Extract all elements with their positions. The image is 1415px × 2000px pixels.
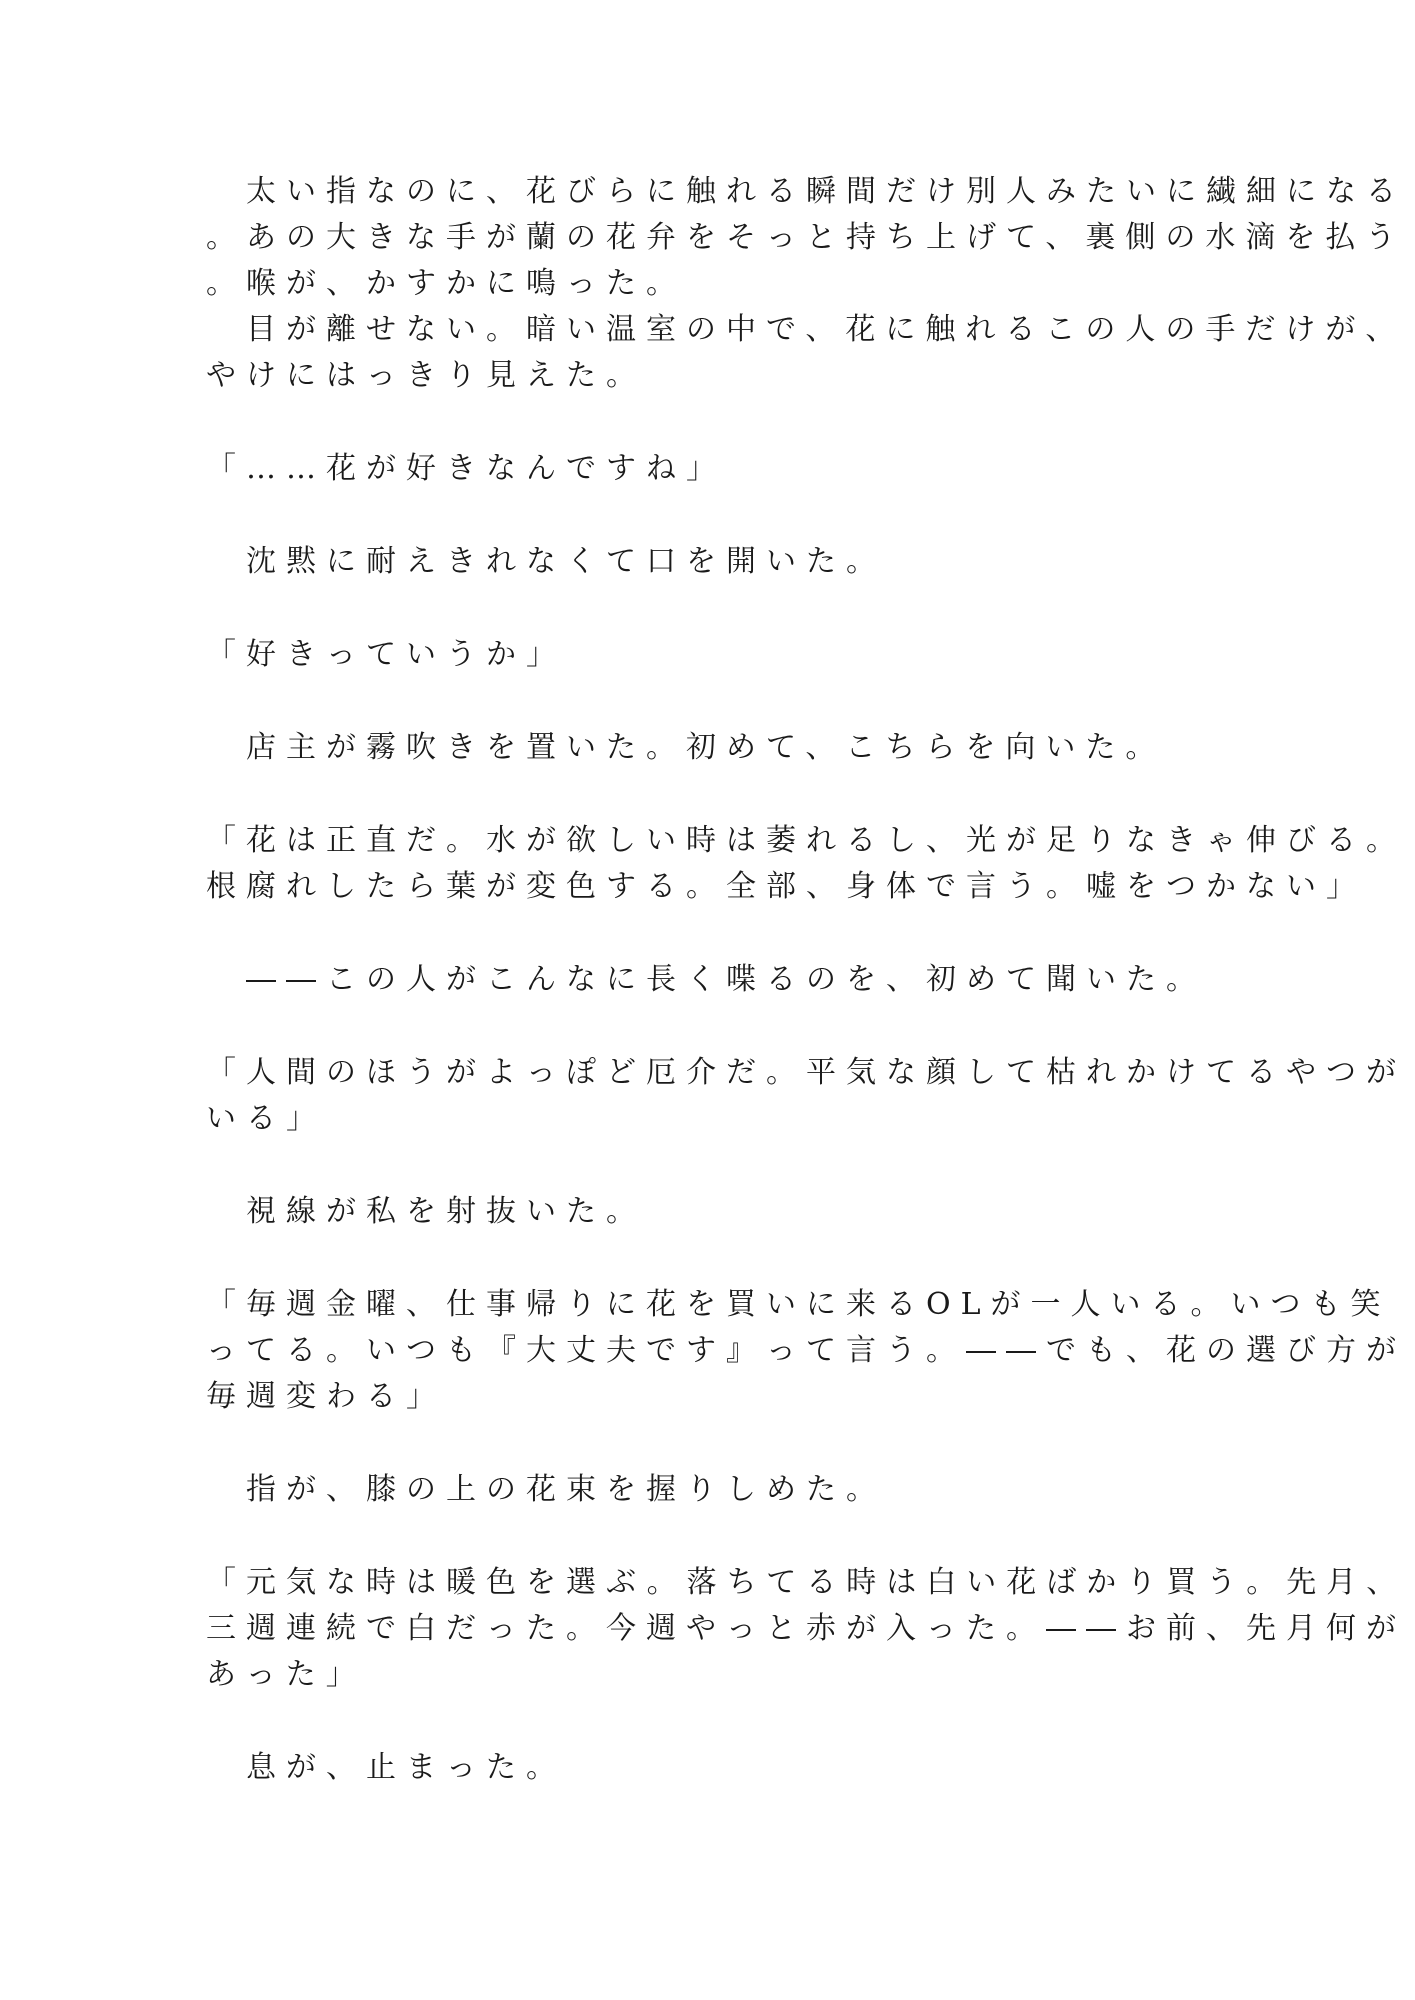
text-line: 沈黙に耐えきれなくて口を開いた。 [206, 544, 886, 579]
dialogue-line: ってる。いつも『大丈夫です』って言う。――でも、花の選び方が [206, 1333, 1406, 1368]
dialogue-line: 「毎週金曜、仕事帰りに花を買いに来るOLが一人いる。いつも笑 [206, 1287, 1391, 1322]
text-line: やけにはっきり見えた。 [206, 358, 646, 393]
dialogue-line: 「人間のほうがよっぽど厄介だ。平気な顔して枯れかけてるやつが [206, 1055, 1406, 1090]
text-line: 息が、止まった。 [206, 1750, 566, 1785]
dialogue-line: 「好きっていうか」 [206, 637, 566, 672]
dialogue-line: 根腐れしたら葉が変色する。全部、身体で言う。嘘をつかない」 [206, 869, 1366, 904]
text-line: 。喉が、かすかに鳴った。 [206, 266, 686, 301]
text-line: 目が離せない。暗い温室の中で、花に触れるこの人の手だけが、 [206, 312, 1406, 347]
dialogue-line: 「花は正直だ。水が欲しい時は萎れるし、光が足りなきゃ伸びる。 [206, 823, 1406, 858]
dialogue-line: いる」 [206, 1101, 326, 1136]
dialogue-line: 「元気な時は暖色を選ぶ。落ちてる時は白い花ばかり買う。先月、 [206, 1565, 1407, 1600]
text-line: 店主が霧吹きを置いた。初めて、こちらを向いた。 [206, 730, 1166, 765]
text-line: ――この人がこんなに長く喋るのを、初めて聞いた。 [206, 962, 1206, 997]
dialogue-line: あった」 [206, 1657, 366, 1692]
dialogue-line: 「……花が好きなんですね」 [206, 451, 726, 486]
text-line: 視線が私を射抜いた。 [206, 1194, 646, 1229]
text-line: 太い指なのに、花びらに触れる瞬間だけ別人みたいに繊細になる [206, 174, 1406, 209]
text-line: 。あの大きな手が蘭の花弁をそっと持ち上げて、裏側の水滴を払う [206, 220, 1406, 255]
dialogue-line: 毎週変わる」 [206, 1379, 446, 1414]
dialogue-line: 三週連続で白だった。今週やっと赤が入った。――お前、先月何が [206, 1611, 1406, 1646]
text-line: 指が、膝の上の花束を握りしめた。 [206, 1472, 886, 1507]
